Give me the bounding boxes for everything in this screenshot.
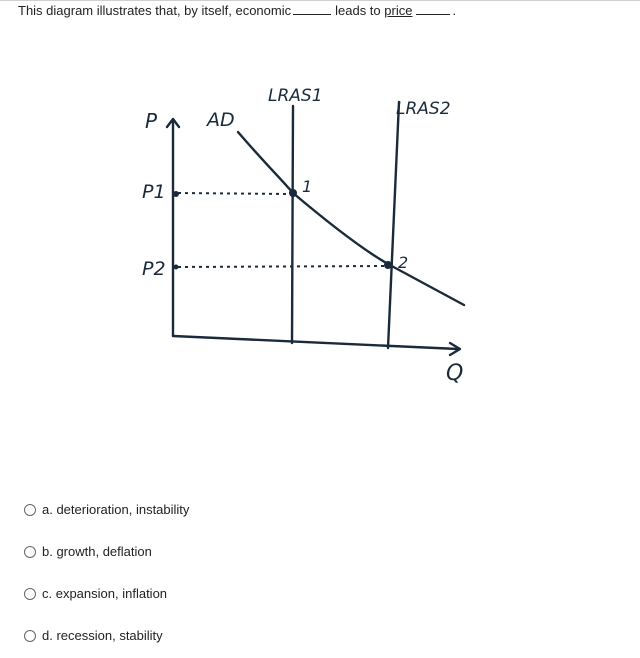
point-2-label: 2 [398,253,409,272]
p1-axis-marker [173,191,179,197]
question-prefix: This diagram illustrates that, by itself, economic [18,3,292,18]
x-axis-label: Q [446,361,464,386]
point-1-label: 1 [302,177,313,196]
option-d-label: d. recession, stability [42,628,163,643]
x-axis [173,336,458,349]
y-axis-label: P [145,109,158,133]
lras2-line [388,102,399,348]
option-b[interactable] [24,544,152,559]
option-a-label: a. deterioration, instability [42,502,190,517]
option-a[interactable] [24,502,189,517]
equilibrium-point-1 [289,189,297,197]
question-middle: leads to [335,3,381,18]
lras2-label: LRAS2 [396,99,451,119]
radio-button-a[interactable] [24,504,36,516]
radio-button-c[interactable] [24,588,36,600]
p1-label: P1 [142,181,166,203]
p2-dotted-guide [178,266,385,267]
equilibrium-point-2 [384,261,392,269]
ad-label: AD [207,109,235,131]
lras1-line [292,106,293,343]
question-suffix: . [452,3,457,18]
option-b-label: b. growth, deflation [42,544,152,559]
radio-button-b[interactable] [24,546,36,558]
option-d[interactable] [24,628,163,643]
option-c-label: c. expansion, inflation [42,586,168,601]
p1-dotted-guide [178,193,290,194]
p2-label: P2 [142,258,166,280]
option-c[interactable] [24,586,167,601]
ad-curve [238,132,464,305]
radio-button-d[interactable] [24,630,36,642]
question-price-word: price [384,3,413,18]
lras1-label: LRAS1 [268,86,323,106]
p2-axis-marker [174,265,179,270]
